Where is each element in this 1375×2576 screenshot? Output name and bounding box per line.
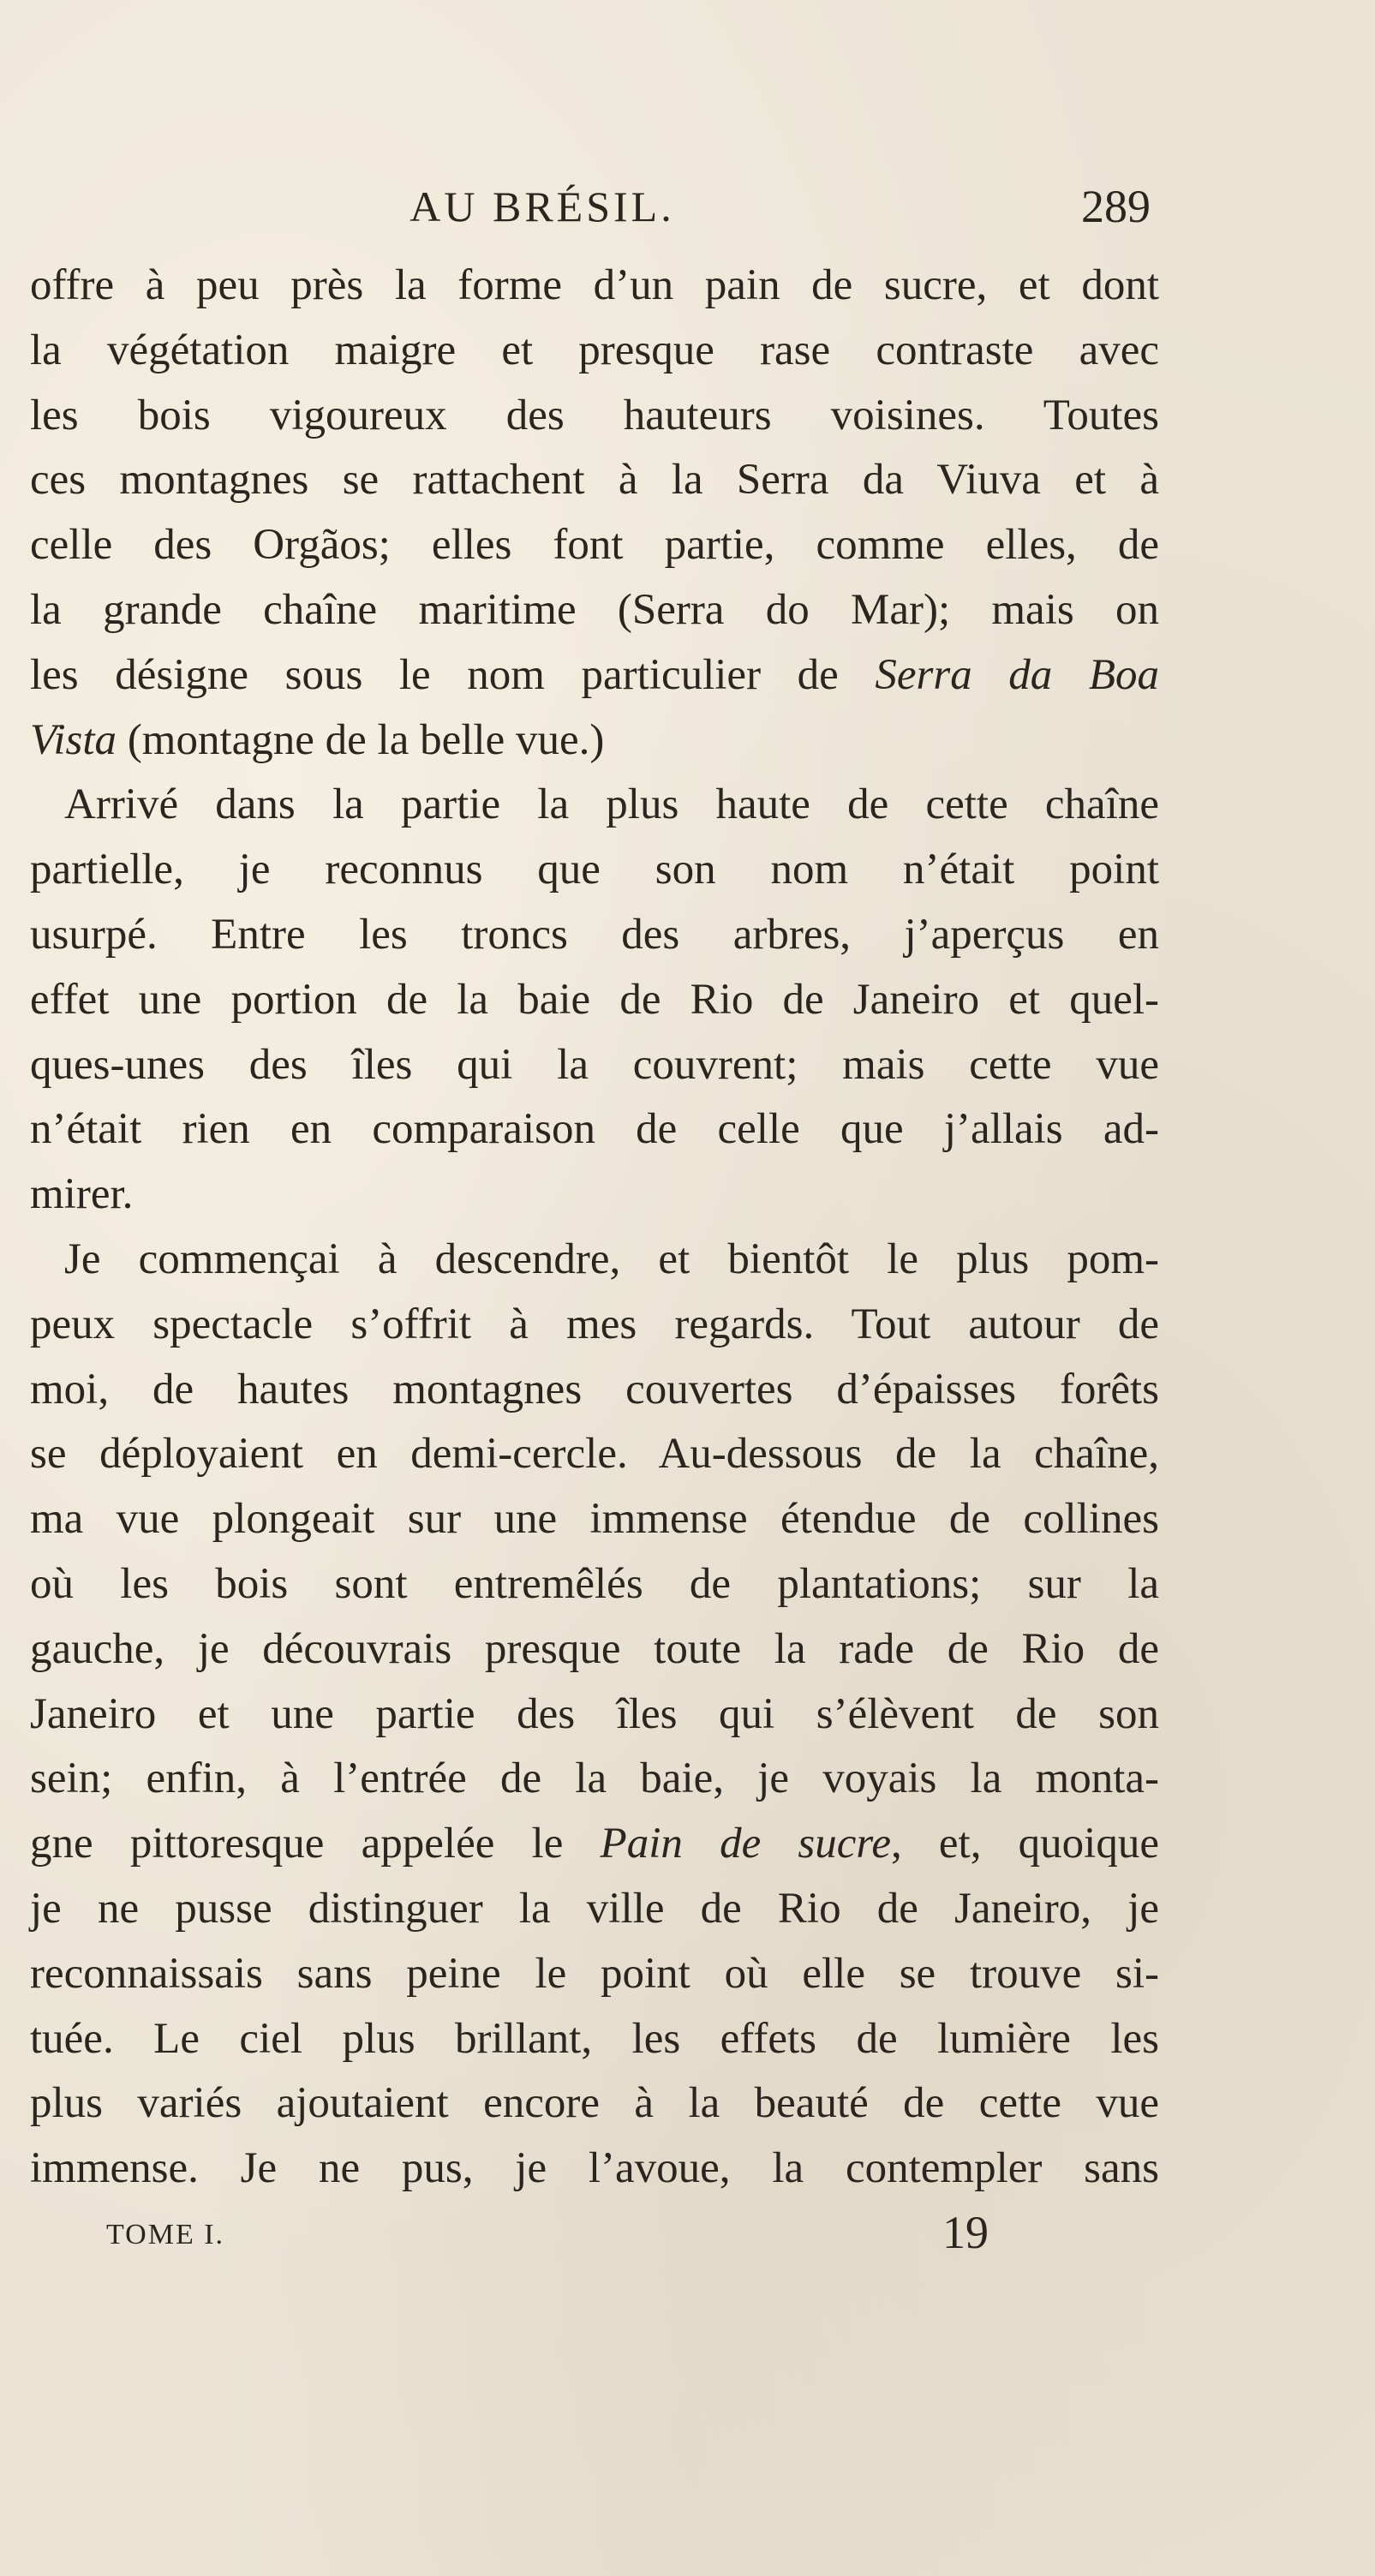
text-line [30, 1487, 1159, 1552]
text-segment: peux spectacle s’offrit à mes regards. Tout autour de [30, 1300, 1159, 1348]
text-segment: (montagne de la belle vue.) [117, 715, 605, 764]
text-segment: , et, quoique [890, 1820, 1159, 1868]
text-segment: partielle, je reconnus que son nom n’était point [30, 846, 1159, 894]
text-line [30, 773, 1159, 838]
text-segment: se déployaient en demi-cercle. Au-dessous de la chaîne, [30, 1430, 1159, 1479]
body-text [30, 254, 1159, 2202]
text-segment: ques-unes des îles qui la couvrent; mais cette vue [30, 1040, 1159, 1089]
text-line [30, 319, 1159, 384]
text-line [30, 1358, 1159, 1423]
text-line [30, 254, 1159, 319]
text-line [30, 643, 1159, 708]
text-line [30, 1422, 1159, 1487]
text-segment: immense. Je ne pus, je l’avoue, la contempler sans [30, 2144, 1159, 2193]
italic-text: Vista [30, 715, 117, 764]
text-segment: Arrivé dans la partie la plus haute de cette chaîne [64, 780, 1159, 829]
text-line [30, 1747, 1159, 1812]
text-line [30, 578, 1159, 643]
signature-mark: 19 [942, 2207, 989, 2258]
italic-text: Pain de sucre [600, 1820, 891, 1868]
text-line [30, 2007, 1159, 2072]
text-segment: la grande chaîne maritime (Serra do Mar); mais on [30, 585, 1159, 634]
text-line [30, 838, 1159, 903]
running-title: AU BRÉSIL. [410, 182, 675, 230]
text-segment: Janeiro et une partie des îles qui s’élèvent de son [30, 1689, 1159, 1738]
text-line [30, 513, 1159, 578]
text-segment: gauche, je découvrais presque toute la rade de Rio de [30, 1624, 1159, 1673]
text-segment: Je commençai à descendre, et bientôt le plus pom- [64, 1234, 1159, 1283]
volume-signature: TOME I. [106, 2219, 225, 2250]
text-segment: les désigne sous le nom particulier de [30, 650, 876, 699]
text-line [30, 1033, 1159, 1098]
text-line [30, 968, 1159, 1033]
text-segment: où les bois sont entremêlés de plantations; sur la [30, 1559, 1159, 1608]
text-line [30, 1228, 1159, 1293]
text-line [30, 384, 1159, 449]
text-line [30, 1097, 1159, 1162]
text-segment: moi, de hautes montagnes couvertes d’épaisses forêts [30, 1365, 1159, 1414]
text-segment: gne pittoresque appelée le [30, 1820, 601, 1868]
text-line [30, 1293, 1159, 1358]
text-line [30, 2071, 1159, 2137]
text-line [30, 903, 1159, 968]
text-segment: je ne pusse distinguer la ville de Rio de Janeiro, je [30, 1884, 1159, 1933]
text-segment: effet une portion de la baie de Rio de Janeiro et quel- [30, 975, 1159, 1024]
page-number: 289 [1081, 181, 1151, 232]
text-segment: usurpé. Entre les troncs des arbres, j’aperçus en [30, 910, 1159, 959]
text-segment: reconnaissais sans peine le point où elle se trouve si- [30, 1949, 1159, 1998]
text-line [30, 1552, 1159, 1617]
text-segment: les bois vigoureux des hauteurs voisines. Toutes [30, 391, 1159, 439]
text-segment: n’était rien en comparaison de celle que j’allais ad- [30, 1105, 1159, 1154]
text-line [30, 1877, 1159, 1942]
text-segment: sein; enfin, à l’entrée de la baie, je voyais la monta- [30, 1754, 1159, 1803]
text-line [30, 1162, 1159, 1228]
text-line [30, 1812, 1159, 1877]
text-segment: mirer. [30, 1170, 134, 1219]
text-segment: ma vue plongeait sur une immense étendue de collines [30, 1495, 1159, 1544]
text-line [30, 448, 1159, 513]
text-line [30, 1942, 1159, 2007]
text-segment: la végétation maigre et presque rase contraste avec [30, 326, 1159, 374]
text-segment: ces montagnes se rattachent à la Serra da Viuva et à [30, 456, 1159, 505]
text-line [30, 708, 1159, 774]
text-segment: tuée. Le ciel plus brillant, les effets de lumière les [30, 2014, 1159, 2063]
text-line [30, 1682, 1159, 1748]
text-segment: offre à peu près la forme d’un pain de sucre, et dont [30, 261, 1159, 309]
text-segment: celle des Orgãos; elles font partie, comme elles, de [30, 521, 1159, 570]
text-line [30, 1617, 1159, 1682]
text-segment: plus variés ajoutaient encore à la beauté de cette vue [30, 2079, 1159, 2128]
italic-text: Serra da Boa [875, 650, 1159, 699]
text-line [30, 2137, 1159, 2202]
